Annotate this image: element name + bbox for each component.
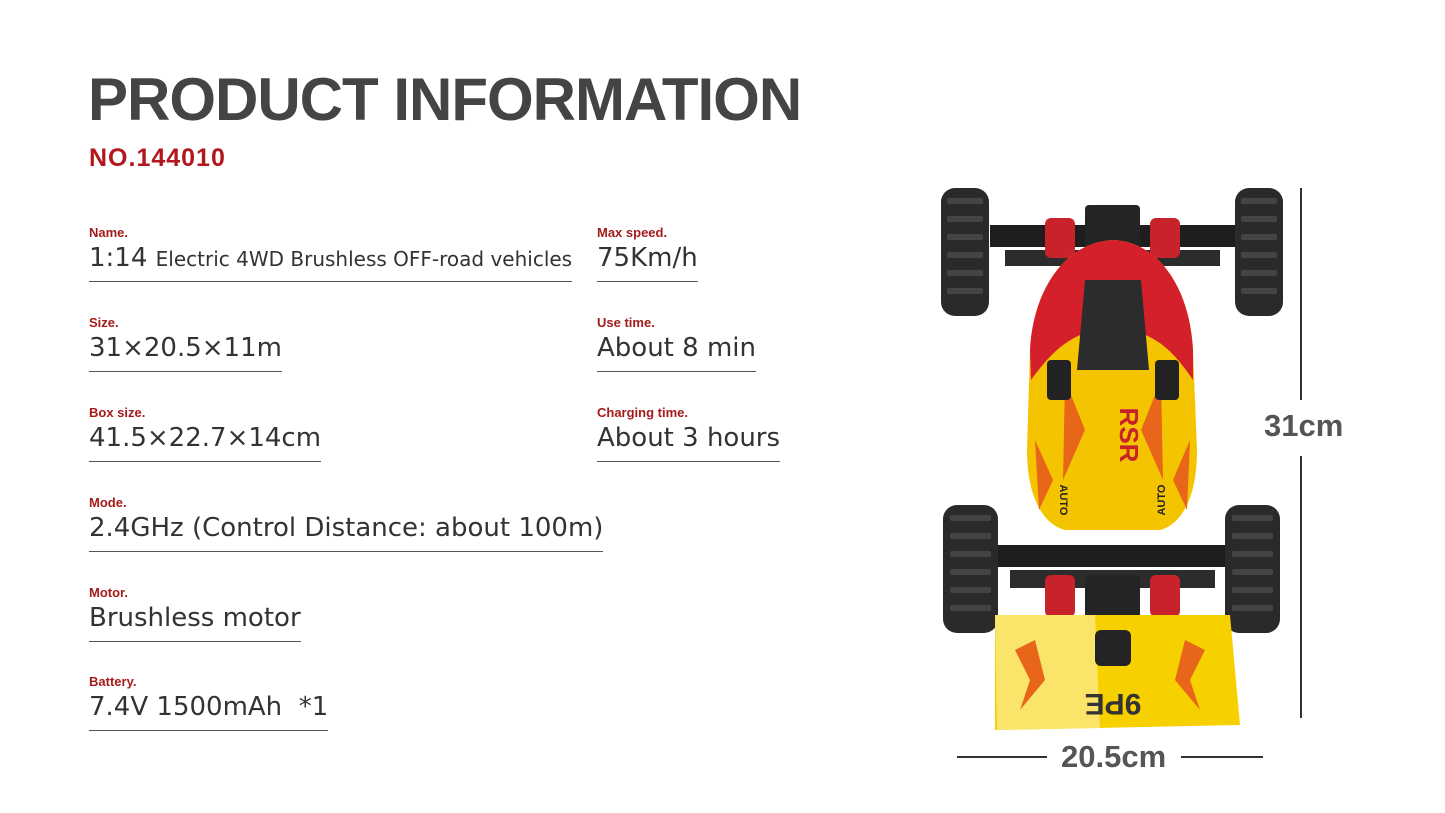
spec-charging-time-label: Charging time.: [597, 405, 689, 420]
right-side-decal: AUTO: [1156, 484, 1168, 516]
spec-mode-value: 2.4GHz (Control Distance: about 100m): [89, 514, 603, 552]
rear-wing: [995, 615, 1240, 730]
spec-name-detail: Electric 4WD Brushless OFF-road vehicles: [155, 247, 573, 271]
rear-suspension: [995, 545, 1230, 620]
spec-box-size: [89, 406, 321, 462]
page-title: PRODUCT INFORMATION: [88, 66, 802, 133]
spec-name-label: Name.: [89, 225, 129, 240]
spec-use-time: [597, 316, 756, 372]
length-dimension-label: 31cm: [1264, 408, 1344, 443]
spec-max-speed-value: 75Km/h: [597, 244, 698, 282]
width-dimension-line-right: [1181, 756, 1263, 758]
spec-box-size-value: 41.5×22.7×14cm: [89, 424, 321, 462]
rc-car-image: [935, 180, 1290, 740]
spec-box-size-label: Box size.: [89, 405, 146, 420]
wing-decal: 9PE: [1084, 687, 1142, 720]
spec-battery-label: Battery.: [89, 674, 137, 689]
left-side-decal: AUTO: [1057, 484, 1069, 516]
spec-mode: [89, 496, 603, 552]
spec-name: [89, 226, 572, 282]
spec-battery: [89, 675, 328, 731]
model-number: NO.144010: [89, 144, 226, 172]
spec-use-time-value: About 8 min: [597, 334, 756, 372]
spec-motor-label: Motor.: [89, 585, 128, 600]
spec-motor-value: Brushless motor: [89, 604, 301, 642]
spec-max-speed: [597, 226, 698, 282]
body-logo: RSR: [1114, 407, 1144, 463]
spec-size-value: 31×20.5×11m: [89, 334, 282, 372]
spec-name-scale: 1:14: [89, 243, 148, 273]
spec-charging-time-value: About 3 hours: [597, 424, 780, 462]
spec-name-value: [89, 244, 572, 282]
body-shell: [1027, 240, 1197, 530]
spec-max-speed-label: Max speed.: [597, 225, 668, 240]
spec-charging-time: [597, 406, 780, 462]
spec-motor: [89, 586, 301, 642]
width-dimension-line-left: [957, 756, 1047, 758]
spec-use-time-label: Use time.: [597, 315, 655, 330]
spec-mode-label: Mode.: [89, 495, 127, 510]
spec-size-label: Size.: [89, 315, 119, 330]
spec-size: [89, 316, 282, 372]
width-dimension-label: 20.5cm: [1061, 739, 1167, 774]
spec-battery-value: 7.4V 1500mAh *1: [89, 693, 328, 731]
